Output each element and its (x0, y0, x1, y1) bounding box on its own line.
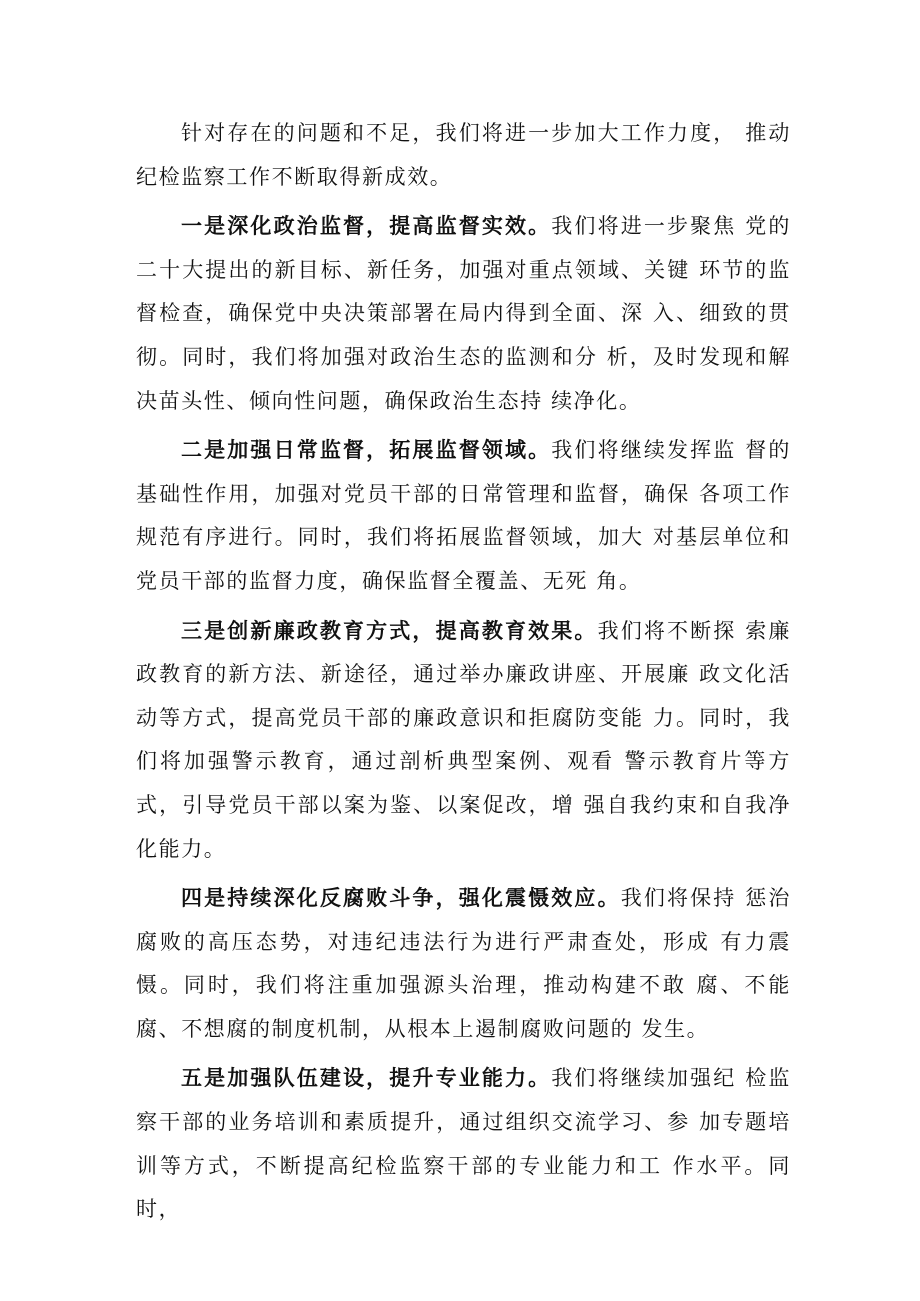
section-paragraph-2 (136, 428, 791, 603)
intro-text: 针对存在的问题和不足，我们将进一步加大工作力度， 推动纪检监察工作不断取得新成效。 (136, 121, 791, 189)
section-heading-4: 四是持续深化反腐败斗争，强化震慑效应。 (181, 885, 621, 911)
section-body-5: 我们将继续加强纪 检监察干部的业务培训和素质提升，通过组织交流学习、参 加专题培训等方式，不断提高纪检监察干部的专业能力和工 作水平。同时， (136, 1066, 791, 1222)
section-paragraph-1 (136, 204, 791, 423)
section-heading-2: 二是加强日常监督，拓展监督领域。 (181, 437, 552, 463)
section-body-1: 我们将进一步聚焦 党的二十大提出的新目标、新任务，加强对重点领域、关键 环节的监督检查，确保党中央决策部署在局内得到全面、深 入、细致的贯彻。同时，我们将加强对政治生态的监测和分 析，及时发现和解决苗头性、倾向性问题，确保政治生态持 续净化。 (136, 214, 791, 413)
section-heading-5: 五是加强队伍建设，提升专业能力。 (181, 1065, 552, 1091)
section-paragraph-5 (136, 1056, 791, 1231)
section-heading-1: 一是深化政治监督，提高监督实效。 (181, 213, 552, 239)
section-paragraph-4 (136, 876, 791, 1051)
section-body-2: 我们将继续发挥监 督的基础性作用，加强对党员干部的日常管理和监督，确保 各项工作规范有序进行。同时，我们将拓展监督领域，加大 对基层单位和党员干部的监督力度，确保监督全覆盖、无死 角。 (136, 438, 791, 593)
intro-paragraph (136, 112, 791, 199)
section-body-3: 我们将不断探 索廉政教育的新方法、新途径，通过举办廉政讲座、开展廉 政文化活动等方式，提高党员干部的廉政意识和拒腐防变能 力。同时，我们将加强警示教育，通过剖析典型案例、观看 警示教育片等方式，引导党员干部以案为鉴、以案促改，增 强自我约束和自我净化能力。 (136, 618, 791, 861)
section-heading-3: 三是创新廉政教育方式，提高教育效果。 (181, 617, 598, 643)
section-paragraph-3 (136, 609, 791, 872)
section-body-4: 我们将保持 惩治腐败的高压态势，对违纪违法行为进行严肃查处，形成 有力震慑。同时，我们将注重加强源头治理，推动构建不敢 腐、不能腐、不想腐的制度机制，从根本上遏制腐败问题的 发生。 (136, 886, 791, 1041)
document-page (136, 112, 791, 1237)
